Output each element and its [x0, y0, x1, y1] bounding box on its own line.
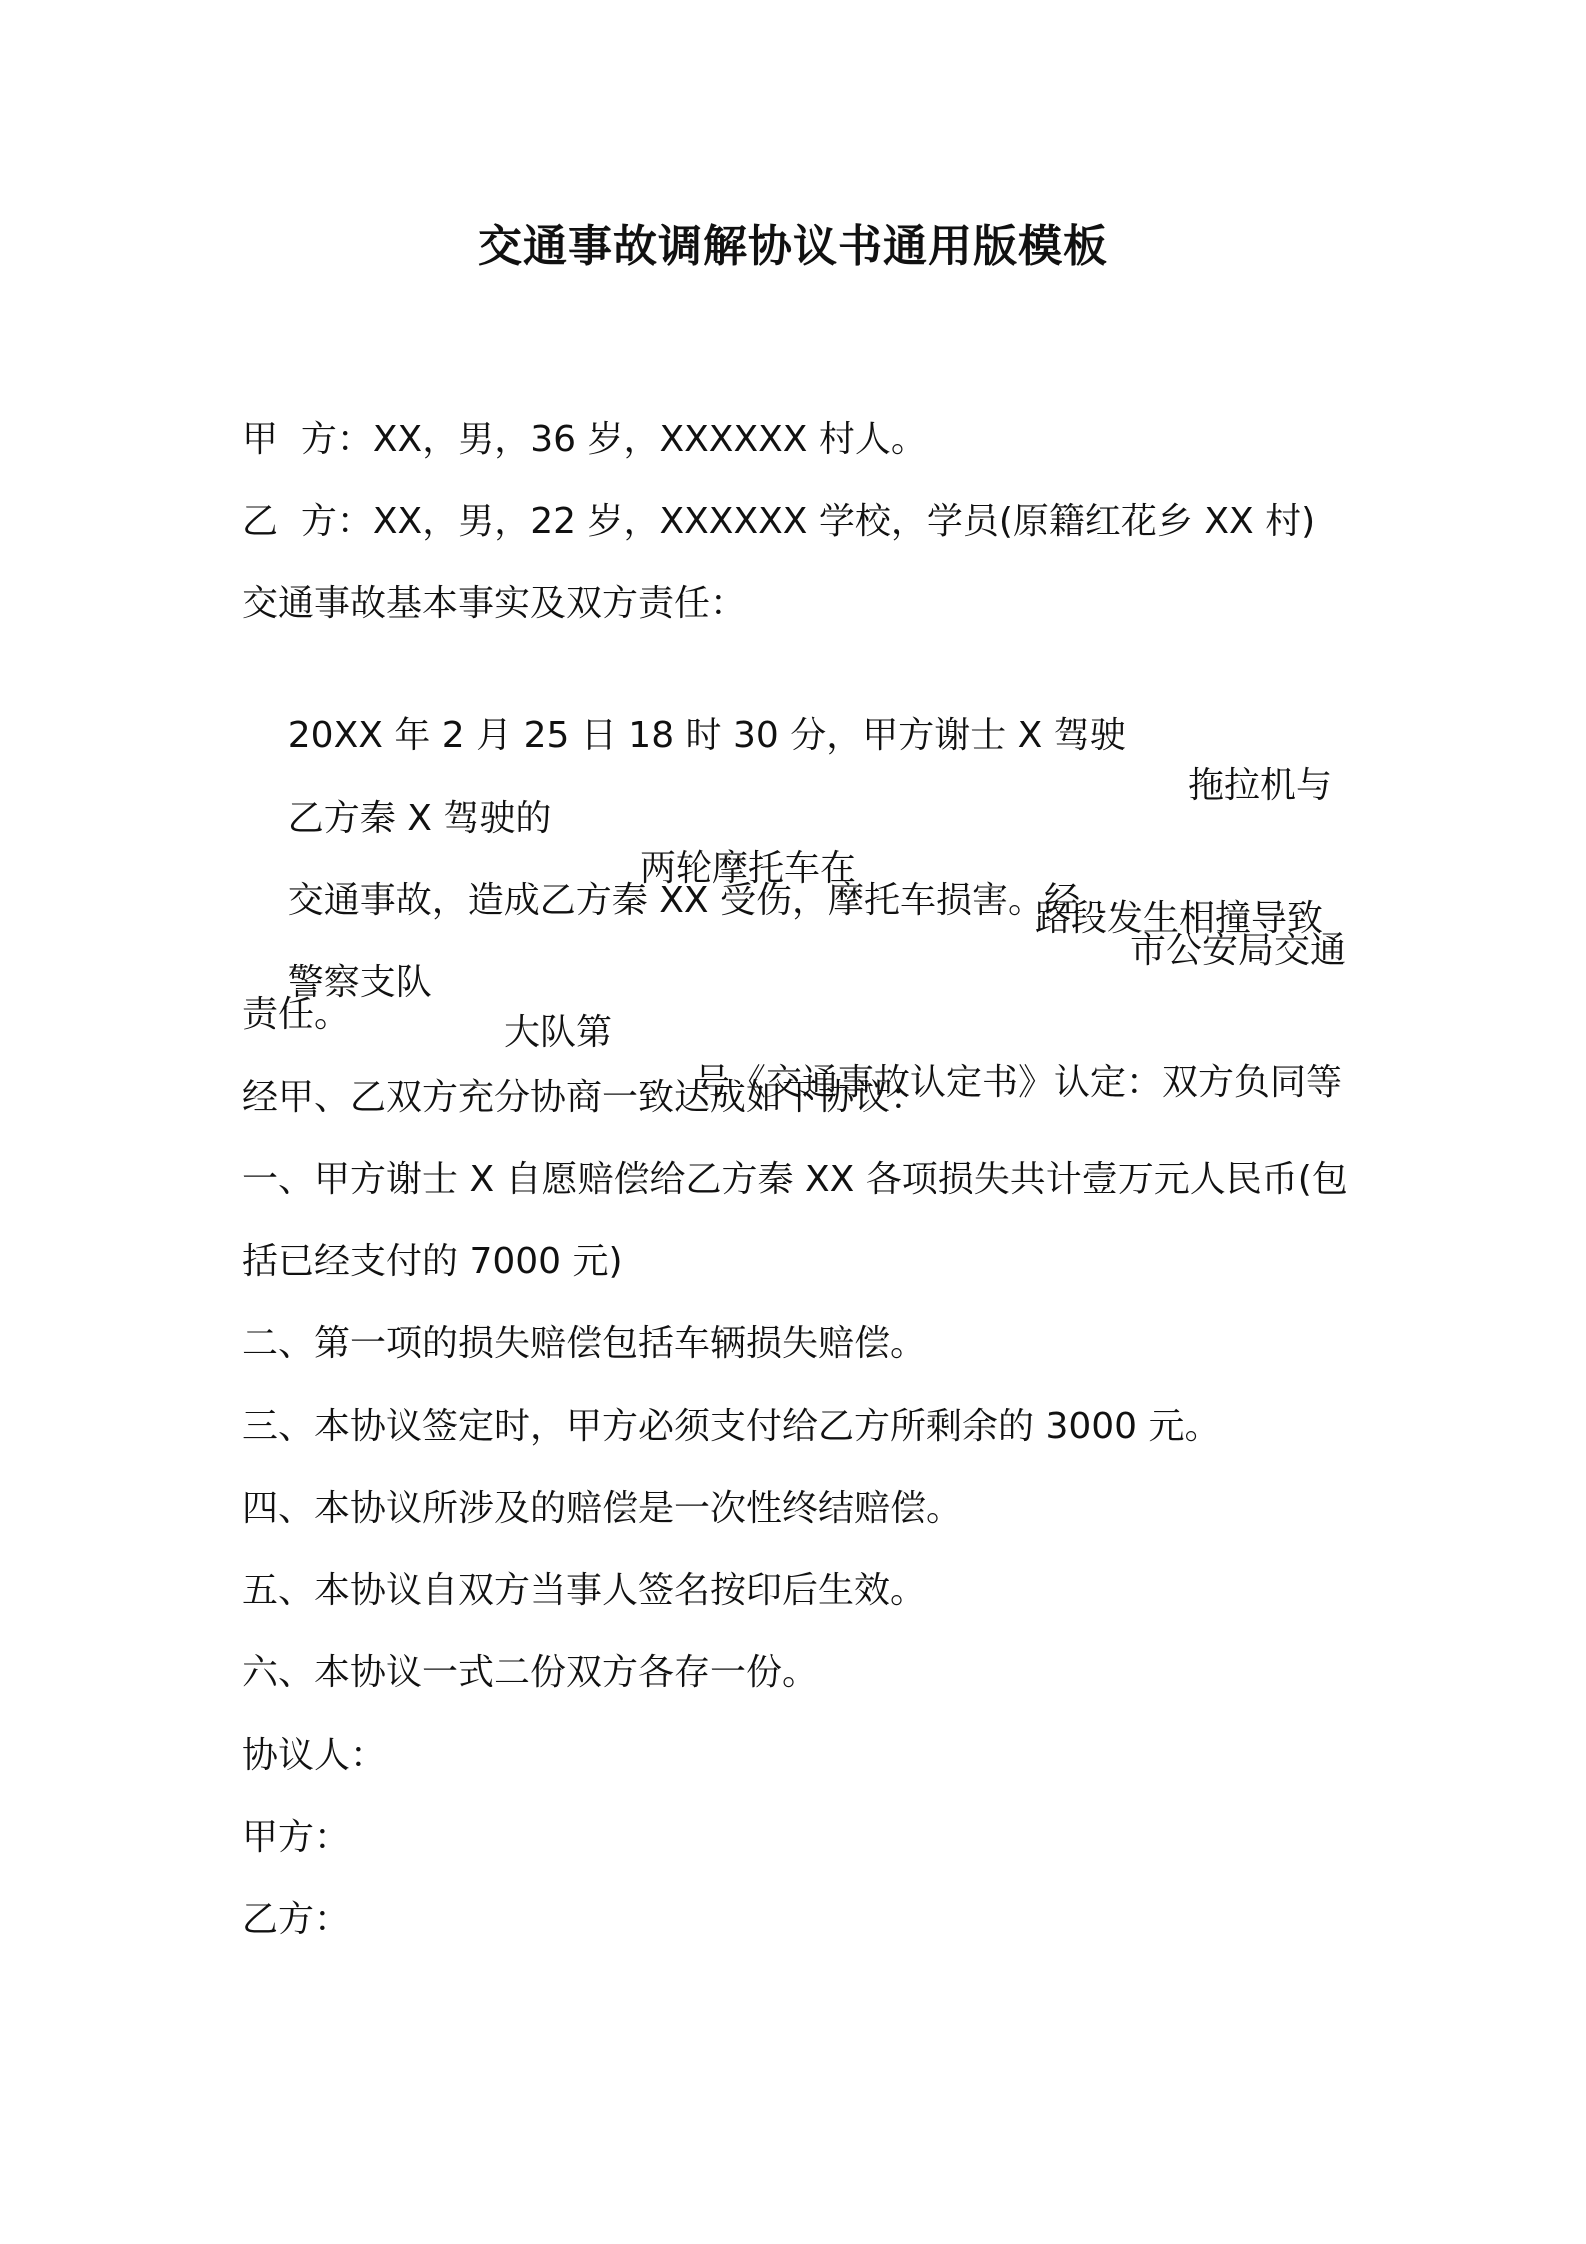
- agreement-intro: 经甲、乙双方充分协商一致达成如下协议：: [242, 1077, 927, 1118]
- facts-line-5: 责任。: [242, 994, 351, 1035]
- facts-line-4-part-3: 号《交通事故认定书》认定：双方负同等: [694, 1062, 1343, 1103]
- facts-line-4-part-1: 警察支队: [287, 962, 432, 1003]
- facts-line-2-part-1: 乙方秦 X 驾驶的: [287, 798, 552, 839]
- facts-line-2-part-3: 路段发生相撞导致: [1035, 898, 1324, 939]
- facts-line-4-part-2: 大队第: [504, 1012, 613, 1053]
- clause-4: 四、本协议所涉及的赔偿是一次性终结赔偿。: [242, 1488, 963, 1529]
- facts-line-1: [242, 661, 1352, 806]
- clause-1-line-2: 括已经支付的 7000 元): [242, 1241, 623, 1282]
- facts-heading: 交通事故基本事实及双方责任：: [242, 583, 747, 624]
- party-a-line: 甲 方：XX，男，36 岁，XXXXXX 村人。: [242, 419, 927, 460]
- facts-line-1-part-1: 20XX 年 2 月 25 日 18 时 30 分，甲方谢士 X 驾驶: [287, 715, 1126, 756]
- clause-5: 五、本协议自双方当事人签名按印后生效。: [242, 1570, 927, 1611]
- sign-party-a: 甲方：: [242, 1817, 351, 1858]
- signatories-label: 协议人：: [242, 1735, 387, 1776]
- facts-line-3-part-1: 交通事故，造成乙方秦 XX 受伤，摩托车损害。经: [287, 880, 1080, 921]
- clause-3: 三、本协议签定时，甲方必须支付给乙方所剩余的 3000 元。: [242, 1406, 1221, 1447]
- facts-line-1-part-2: 拖拉机与: [1188, 765, 1333, 806]
- facts-line-3-part-2: 市公安局交通: [1130, 930, 1347, 971]
- clause-2: 二、第一项的损失赔偿包括车辆损失赔偿。: [242, 1323, 927, 1364]
- party-b-line: 乙 方：XX，男，22 岁，XXXXXX 学校，学员(原籍红花乡 XX 村): [242, 501, 1316, 542]
- clause-1-line-1: 一、甲方谢士 X 自愿赔偿给乙方秦 XX 各项损失共计壹万元人民币(包: [242, 1159, 1348, 1200]
- facts-line-2-part-2: 两轮摩托车在: [640, 848, 857, 889]
- sign-party-b: 乙方：: [242, 1899, 351, 1940]
- clause-6: 六、本协议一式二份双方各存一份。: [242, 1652, 819, 1693]
- document-title: 交通事故调解协议书通用版模板: [478, 221, 1108, 272]
